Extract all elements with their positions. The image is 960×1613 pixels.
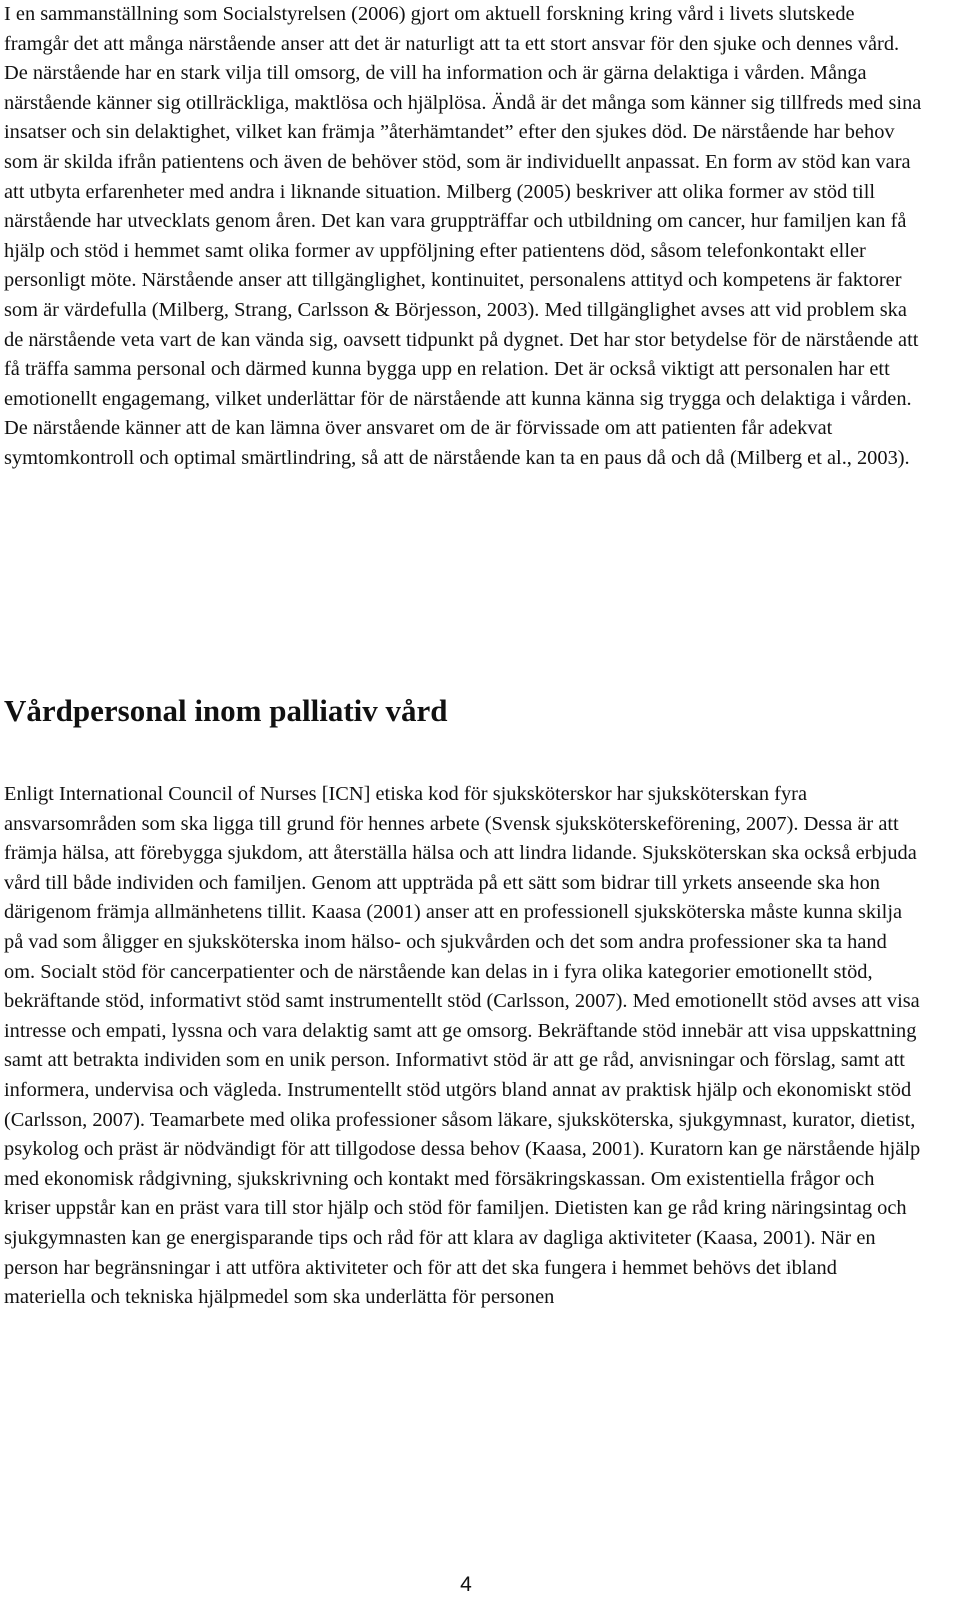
section-heading: Vårdpersonal inom palliativ vård (4, 693, 448, 728)
page-number: 4 (460, 1573, 472, 1596)
body-paragraph-vårdpersonal: Enligt International Council of Nurses [ICN] etiska kod för sjuksköterskor har sjuksköterskan fyra ansvarsområden som ska ligga till grund för hennes arbete (Svensk sjuksköterskeförening, 2007). Dessa är att främja hälsa, att förebygga sjukdom, att återställa hälsa och att lindra lidande. Sjuksköterskan ska också erbjuda vård till både individen och familjen. Genom att uppträda på ett sätt som bidrar till yrkets anseende ska hon därigenom främja allmänhetens tillit. Kaasa (2001) anser att en professionell sjuksköterska måste kunna skilja på vad som åligger en sjuksköterska inom hälso- och sjukvården och det som andra professioner ska ta hand om. Socialt stöd för cancerpatienter och de närstående kan delas in i fyra olika kategorier emotionellt stöd, bekräftande stöd, informativt stöd samt instrumentellt stöd (Carlsson, 2007). Med emotionellt stöd avses att visa intresse och empati, lyssna och vara delaktig samt att ge omsorg. Bekräftande stöd innebär att visa uppskattning samt att betrakta individen som en unik person. Informativt stöd är att ge råd, anvisningar och förslag, samt att informera, undervisa och vägleda. Instrumentellt stöd utgörs bland annat av praktisk hjälp och ekonomiskt stöd (Carlsson, 2007). Teamarbete med olika professioner såsom läkare, sjuksköterska, sjukgymnast, kurator, dietist, psykolog och präst är nödvändigt för att tillgodose dessa behov (Kaasa, 2001). Kuratorn kan ge närstående hjälp med ekonomisk rådgivning, sjukskrivning och kontakt med försäkringskassan. Om existentiella frågor och kriser uppstår kan en präst vara till stor hjälp och stöd för familjen. Dietisten kan ge råd kring näringsintag och sjukgymnasten kan ge energisparande tips och råd för att klara av dagliga aktiviteter (Kaasa, 2001). När en person har begränsningar i att utföra aktiviteter och för att det ska fungera i hemmet behövs det ibland materiella och tekniska hjälpmedel som ska underlätta för personen (4, 783, 921, 1309)
body-paragraph-närstående: I en sammanställning som Socialstyrelsen (2006) gjort om aktuell forskning kring vård i livets slutskede framgår det att många närstående anser att det är naturligt att ta ett stort ansvar för den sjuke och dennes vård. De närstående har en stark vilja till omsorg, de vill ha information och är gärna delaktiga i vården. Många närstående känner sig otillräckliga, maktlösa och hjälplösa. Ändå är det många som känner sig tillfreds med sina insatser och sin delaktighet, vilket kan främja ”återhämtandet” efter den sjukes död. De närstående har behov som är skilda ifrån patientens och även de behöver stöd, som är individuellt anpassat. En form av stöd kan vara att utbyta erfarenheter med andra i liknande situation. Milberg (2005) beskriver att olika former av stöd till närstående har utvecklats genom åren. Det kan vara gruppträffar och utbildning om cancer, hur familjen kan få hjälp och stöd i hemmet samt olika former av uppföljning efter patientens död, såsom telefonkontakt eller personligt möte. Närstående anser att tillgänglighet, kontinuitet, personalens attityd och kompetens är faktorer som är värdefulla (Milberg, Strang, Carlsson & Börjesson, 2003). Med tillgänglighet avses att vid problem ska de närstående veta vart de kan vända sig, oavsett tidpunkt på dygnet. Det har stor betydelse för de närstående att få träffa samma personal och därmed kunna bygga upp en relation. Det är också viktigt att personalen har ett emotionellt engagemang, vilket underlättar för de närstående att kunna känna sig trygga och delaktiga i vården. De närstående känner att de kan lämna över ansvaret om de är förvissade om att patienten får adekvat symtomkontroll och optimal smärtlindring, så att de närstående kan ta en paus då och då (Milberg et al., 2003). (4, 3, 922, 469)
